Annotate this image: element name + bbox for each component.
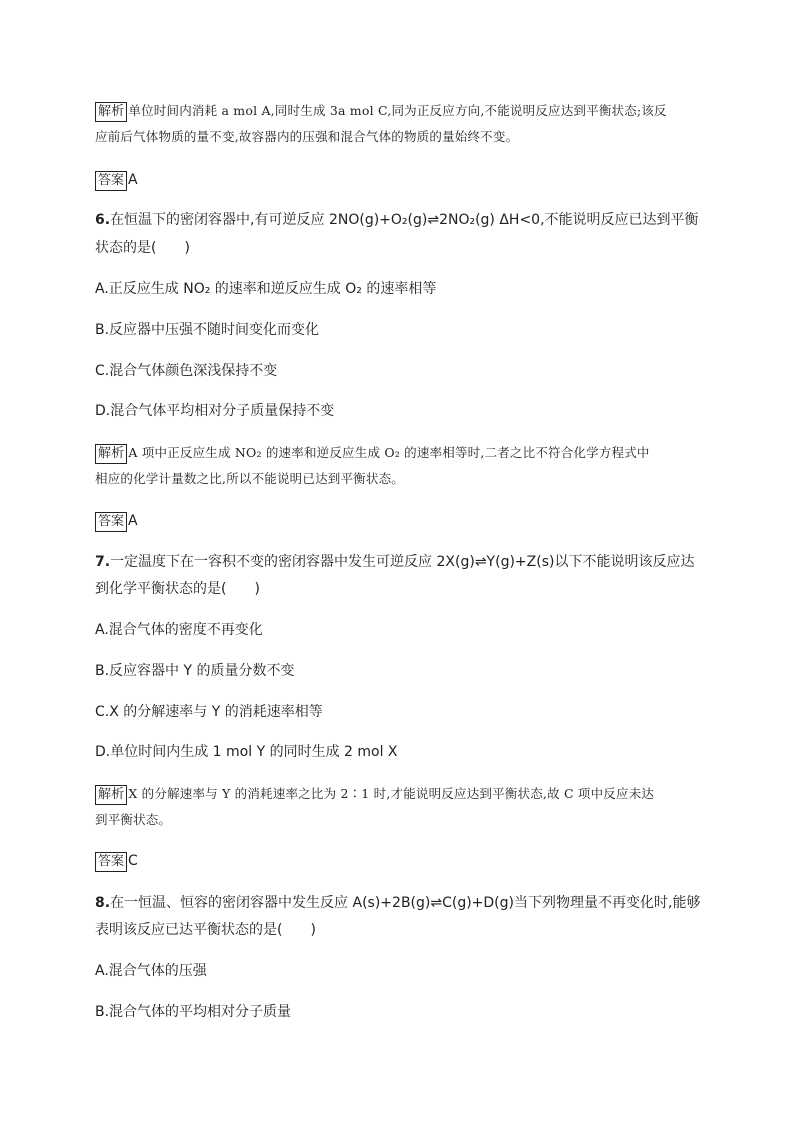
question-6-stem-line1: 6.在恒温下的密闭容器中,有可逆反应 2NO(g)+O₂(g)⇌2NO₂(g) ΔH<0,不能说明反应已达到平衡 <box>95 212 699 228</box>
question-8-stem-line1: 8.在一恒温、恒容的密闭容器中发生反应 A(s)+2B(g)⇌C(g)+D(g)当下列物理量不再变化时,能够 <box>95 895 701 911</box>
question-6-option-a: A.正反应生成 NO₂ 的速率和逆反应生成 O₂ 的速率相等 <box>95 281 437 297</box>
analysis-5-line2: 应前后气体物质的量不变,故容器内的压强和混合气体的物质的量始终不变。 <box>95 129 519 144</box>
question-6-option-b: B.反应器中压强不随时间变化而变化 <box>95 322 320 338</box>
question-number: 7. <box>95 554 111 570</box>
analysis-6-line1: 解析 A 项中正反应生成 NO₂ 的速率和逆反应生成 O₂ 的速率相等时,二者之比不符合化学方程式中 <box>95 443 650 464</box>
question-7-option-d: D.单位时间内生成 1 mol Y 的同时生成 2 mol X <box>95 744 398 760</box>
question-6-stem-line2: 状态的是( ) <box>95 240 190 256</box>
analysis-5-line1: 解析 单位时间内消耗 a mol A,同时生成 3a mol C,同为正反应方向,不能说明反应达到平衡状态;该反 <box>95 101 667 122</box>
answer-tag: 答案 <box>95 852 127 872</box>
question-7-option-c: C.X 的分解速率与 Y 的消耗速率相等 <box>95 704 323 720</box>
question-6-option-d: D.混合气体平均相对分子质量保持不变 <box>95 403 335 419</box>
analysis-tag: 解析 <box>95 102 127 122</box>
question-8-option-a: A.混合气体的压强 <box>95 963 207 979</box>
question-8-option-b: B.混合气体的平均相对分子质量 <box>95 1004 292 1020</box>
question-8-stem-line2: 表明该反应已达平衡状态的是( ) <box>95 922 316 938</box>
analysis-7-line1: 解析 X 的分解速率与 Y 的消耗速率之比为 2∶1 时,才能说明反应达到平衡状态,故 C 项中反应未达 <box>95 784 654 805</box>
analysis-6-line2: 相应的化学计量数之比,所以不能说明已达到平衡状态。 <box>95 471 404 486</box>
analysis-7-line2: 到平衡状态。 <box>95 812 172 827</box>
question-7-stem-line2: 到化学平衡状态的是( ) <box>95 581 260 597</box>
analysis-tag: 解析 <box>95 444 127 464</box>
question-6-option-c: C.混合气体颜色深浅保持不变 <box>95 363 278 379</box>
answer-tag: 答案 <box>95 171 127 191</box>
question-7-option-a: A.混合气体的密度不再变化 <box>95 622 263 638</box>
answer-6: 答案 A <box>95 511 138 532</box>
answer-tag: 答案 <box>95 512 127 532</box>
question-7-option-b: B.反应容器中 Y 的质量分数不变 <box>95 663 295 679</box>
analysis-tag: 解析 <box>95 785 127 805</box>
question-7-stem-line1: 7.一定温度下在一容积不变的密闭容器中发生可逆反应 2X(g)⇌Y(g)+Z(s)以下不能说明该反应达 <box>95 554 695 570</box>
answer-7: 答案 C <box>95 851 138 872</box>
question-number: 6. <box>95 212 111 228</box>
question-number: 8. <box>95 895 111 911</box>
answer-5: 答案 A <box>95 170 138 191</box>
